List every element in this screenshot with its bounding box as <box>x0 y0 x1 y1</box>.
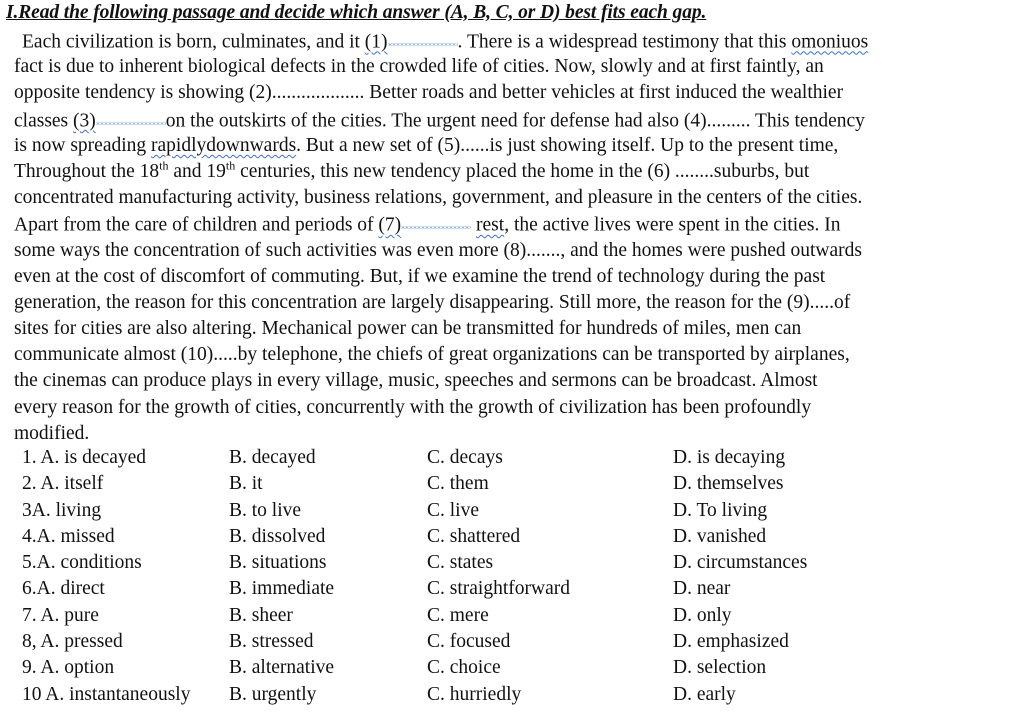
option-b: B. immediate <box>229 578 335 600</box>
option-c: C. states <box>427 552 494 574</box>
passage-text: fact is due to inherent biological defects in the crowded life of cities. Now, slowly and at first faintly, an <box>14 56 824 78</box>
option-d: D. vanished <box>673 525 767 547</box>
passage-text: opposite tendency is showing (2)................... Better roads and better vehicles at first induced the wealthier <box>14 82 844 104</box>
passage-line <box>14 368 1018 394</box>
option-a: 8, A. pressed <box>22 631 123 653</box>
gap-squiggle <box>388 28 458 48</box>
option-b: B. urgently <box>229 683 317 705</box>
passage-text: Throughout the 18 <box>14 160 160 182</box>
gap-squiggle <box>96 107 166 127</box>
ordinal-superscript: th <box>159 158 169 173</box>
option-d: D. early <box>673 683 736 705</box>
spellcheck-flagged-text: (1) <box>364 31 388 53</box>
option-a: 7. A. pure <box>22 604 99 626</box>
answer-row <box>22 526 1022 552</box>
option-c: C. live <box>427 499 479 521</box>
passage-text: Each civilization is born, culminates, and it <box>22 31 365 53</box>
answer-row <box>22 578 1022 604</box>
answer-options-table <box>22 447 1022 710</box>
option-c: C. focused <box>427 631 511 653</box>
passage-line <box>14 159 1018 185</box>
passage-text: even at the cost of discomfort of commuting. But, if we examine the trend of technology during the past <box>14 265 826 287</box>
spellcheck-flagged-text: rest <box>476 214 505 236</box>
answer-row <box>22 500 1022 526</box>
option-b: B. decayed <box>229 447 316 468</box>
passage-line <box>14 264 1018 290</box>
passage-line <box>14 316 1018 342</box>
option-a: 3A. living <box>22 499 102 521</box>
answer-row <box>22 473 1022 499</box>
option-d: D. To living <box>673 499 768 521</box>
passage-text: modified. <box>14 422 90 444</box>
answer-row <box>22 447 1022 473</box>
passage-text: Apart from the care of children and periods of <box>14 214 379 236</box>
answer-row <box>22 657 1022 683</box>
option-c: C. hurriedly <box>427 683 522 705</box>
passage-line <box>14 238 1018 264</box>
option-c: C. decays <box>427 447 503 468</box>
passage-line <box>14 54 1018 80</box>
passage-text: and 19 <box>168 160 226 182</box>
passage-line <box>14 211 1018 237</box>
option-d: D. themselves <box>673 473 784 495</box>
spellcheck-flagged-text: omoniuos <box>791 31 869 53</box>
option-a: 1. A. is decayed <box>22 447 147 468</box>
ordinal-superscript: th <box>225 158 236 173</box>
option-d: D. circumstances <box>673 552 808 574</box>
passage-text: sites for cities are also altering. Mechanical power can be transmitted for hundreds of miles, men can <box>14 318 802 340</box>
option-b: B. situations <box>229 552 327 574</box>
option-c: C. choice <box>427 657 501 679</box>
option-a: 9. A. option <box>22 657 115 679</box>
gap-squiggle <box>401 211 471 231</box>
passage-text: is now spreading <box>14 134 152 156</box>
passage-text: some ways the concentration of such activities was even more (8)......., and the homes were pushed outwards <box>14 239 863 261</box>
passage-text: concentrated manufacturing activity, business relations, government, and pleasure in the centers of the cities. <box>14 187 863 209</box>
option-b: B. it <box>229 473 263 495</box>
option-b: B. alternative <box>229 657 335 679</box>
option-b: B. sheer <box>229 604 293 626</box>
option-d: D. selection <box>673 657 767 679</box>
passage-text: every reason for the growth of cities, concurrently with the growth of civilization has been profoundly <box>14 396 812 418</box>
reading-passage <box>14 28 1018 447</box>
passage-line <box>14 290 1018 316</box>
option-d: D. only <box>673 604 732 626</box>
passage-text: , the active lives were spent in the cities. In <box>504 214 841 236</box>
passage-text: generation, the reason for this concentration are largely disappearing. Still more, the reason for the (9).....of <box>14 291 851 313</box>
passage-text: on the outskirts of the cities. The urgent need for defense had also (4)......... This tendency <box>165 110 865 132</box>
option-c: C. straightforward <box>427 578 570 600</box>
answer-row <box>22 684 1022 710</box>
passage-text: classes <box>14 110 74 132</box>
option-b: B. to live <box>229 499 302 521</box>
passage-text: . There is a widespread testimony that this <box>457 31 792 53</box>
option-d: D. near <box>673 578 731 600</box>
option-b: B. dissolved <box>229 525 326 547</box>
passage-line <box>14 185 1018 211</box>
option-a: 10 A. instantaneously <box>22 683 191 705</box>
passage-text: centuries, this new tendency placed the home in the (6) ........suburbs, but <box>235 160 810 182</box>
exercise-heading: I.Read the following passage and decide which answer (A, B, C, or D) best fits each gap. <box>6 2 707 23</box>
option-b: B. stressed <box>229 631 314 653</box>
passage-text: . But a new set of (5)......is just showing itself. Up to the present time, <box>296 134 839 156</box>
passage-line <box>14 395 1018 421</box>
option-d: D. emphasized <box>673 631 789 653</box>
passage-line <box>14 421 1018 447</box>
option-c: C. them <box>427 473 489 495</box>
option-d: D. is decaying <box>673 447 786 468</box>
passage-line <box>14 107 1018 133</box>
option-c: C. mere <box>427 604 489 626</box>
passage-line <box>14 342 1018 368</box>
passage-line <box>14 133 1018 159</box>
passage-text: the cinemas can produce plays in every village, music, speeches and sermons can be broadcast. Almost <box>14 370 818 392</box>
passage-line <box>14 80 1018 106</box>
passage-line <box>14 28 1018 54</box>
answer-row <box>22 605 1022 631</box>
option-a: 4.A. missed <box>22 525 115 547</box>
spellcheck-flagged-text: (3) <box>73 110 96 132</box>
answer-row <box>22 631 1022 657</box>
spellcheck-flagged-text: rapidlydownwards <box>151 134 297 156</box>
option-a: 2. A. itself <box>22 473 104 495</box>
answer-row <box>22 552 1022 578</box>
passage-text: communicate almost (10).....by telephone, the chiefs of great organizations can be transported by airplanes, <box>14 344 850 366</box>
spellcheck-flagged-text: (7) <box>378 214 402 236</box>
option-a: 6.A. direct <box>22 578 105 600</box>
option-c: C. shattered <box>427 525 521 547</box>
option-a: 5.A. conditions <box>22 552 142 574</box>
